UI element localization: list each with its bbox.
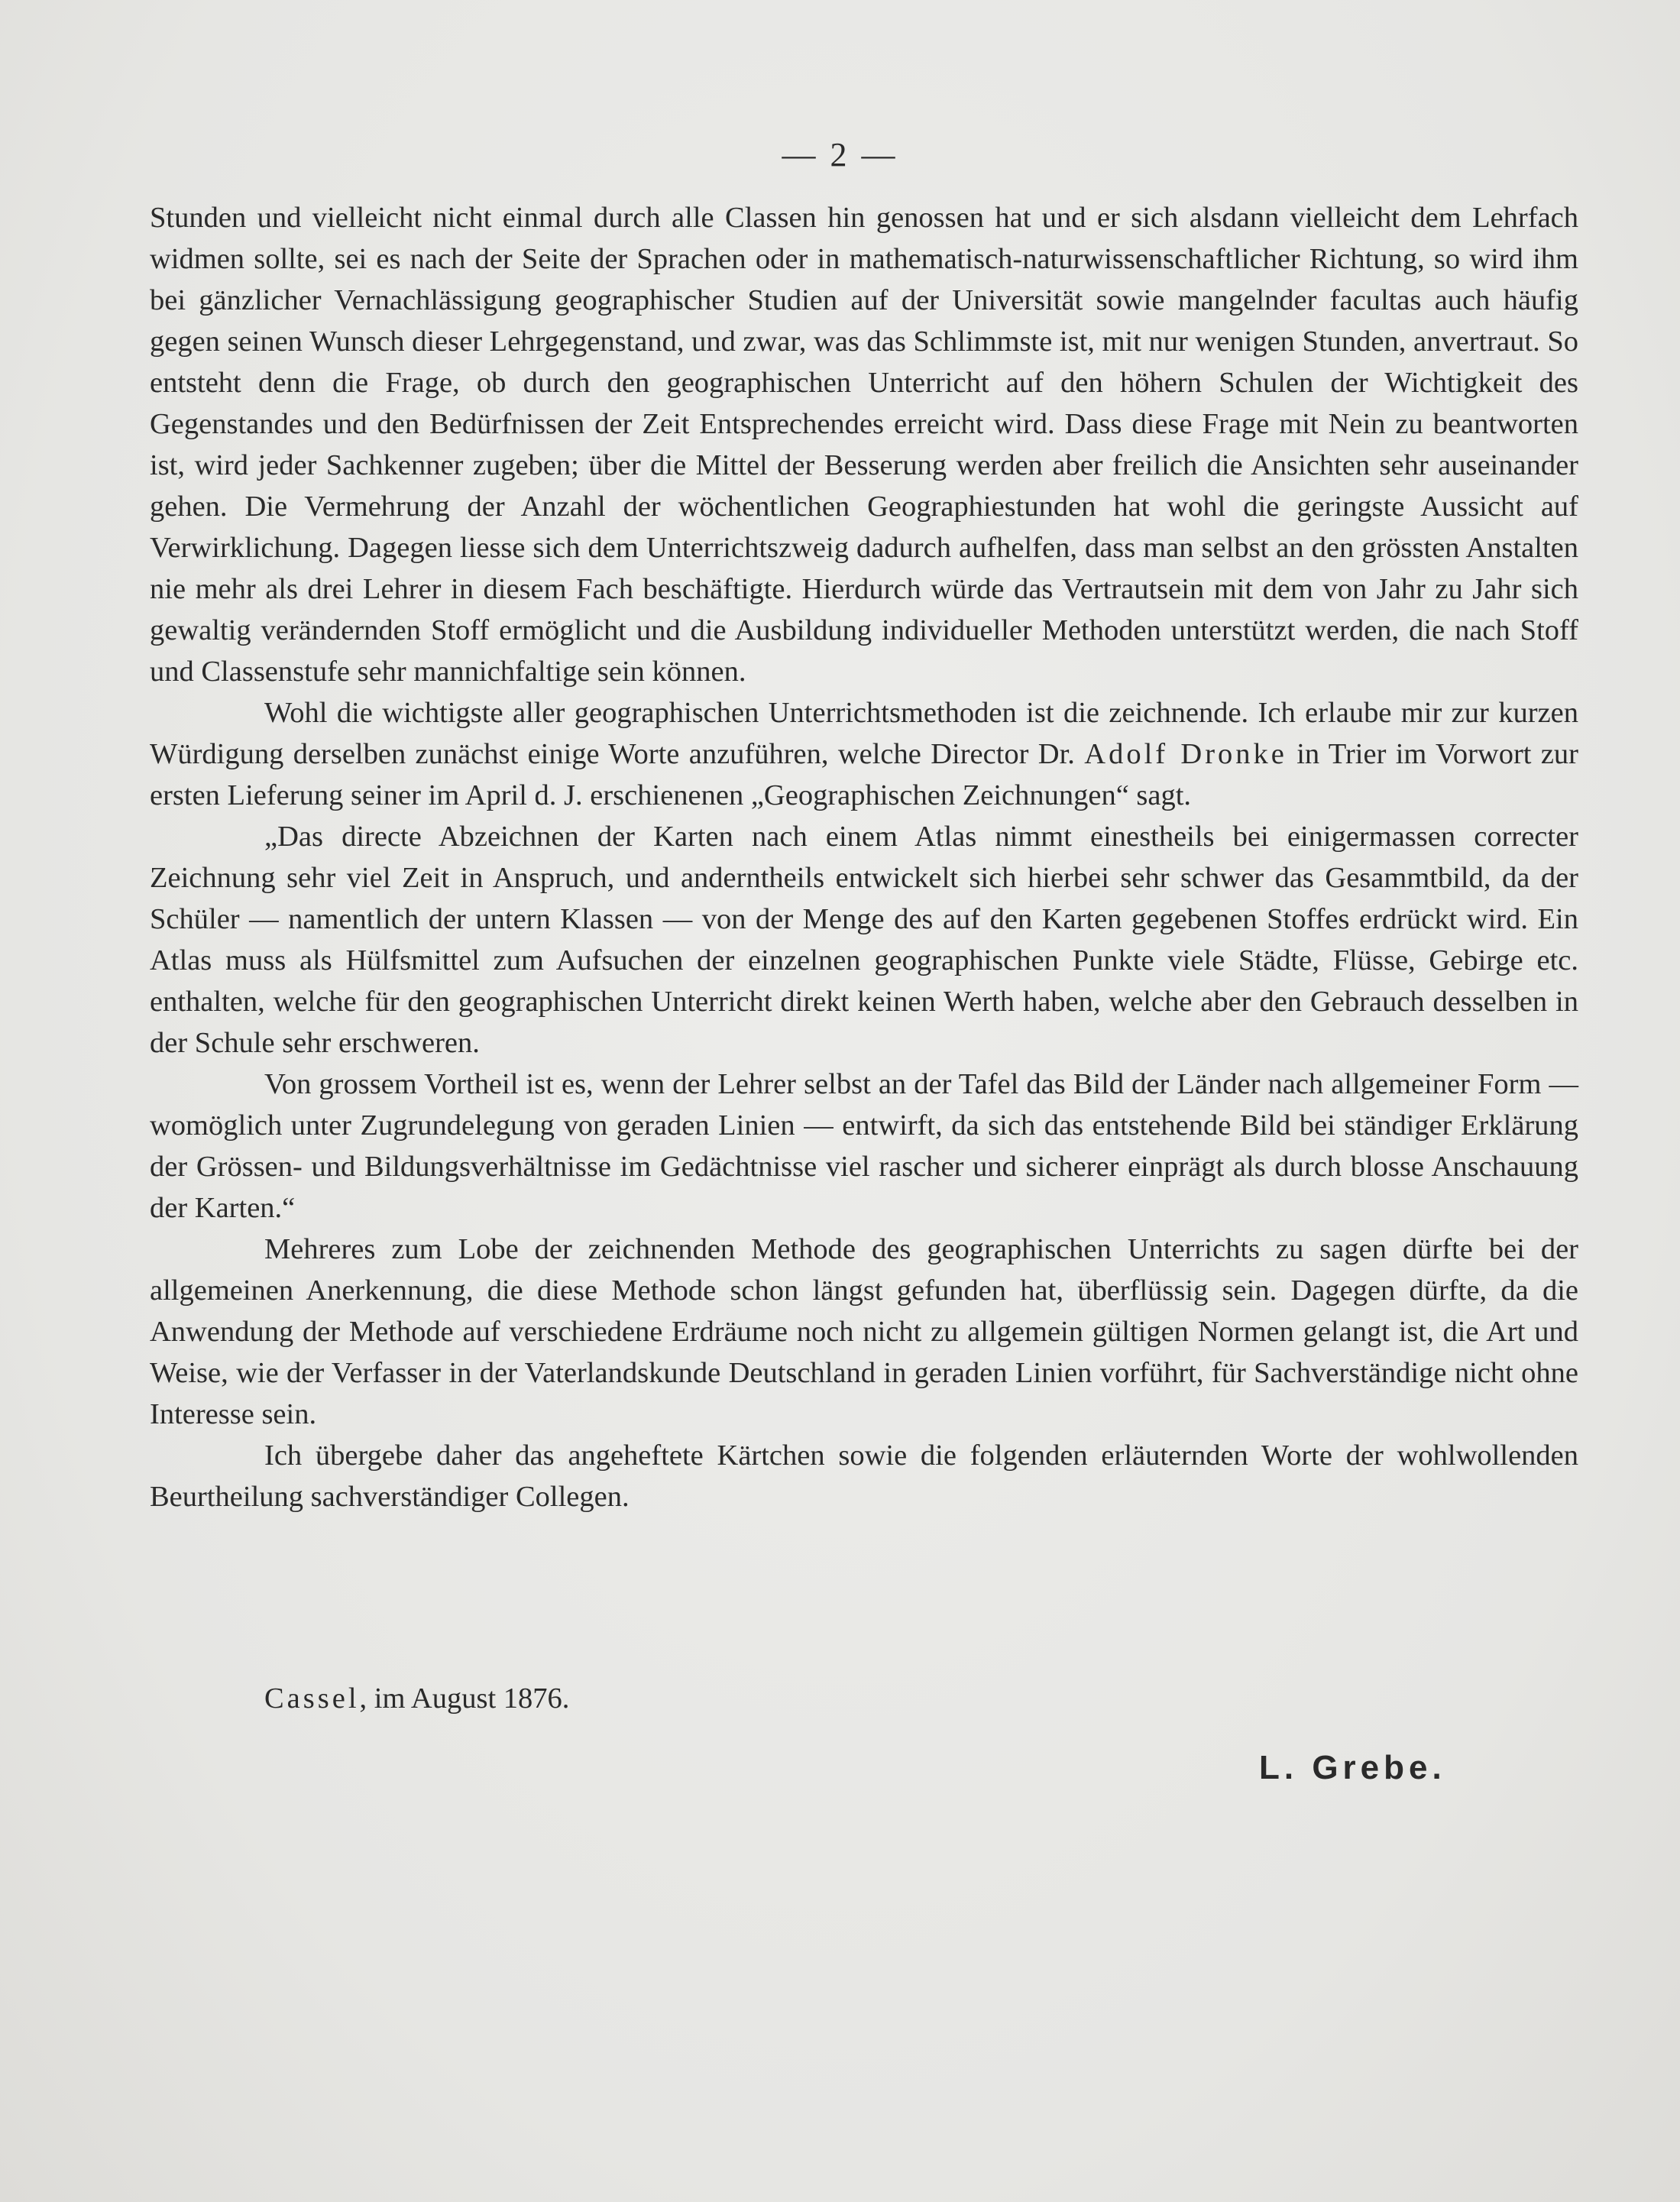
body-text xyxy=(150,197,1578,1517)
signature: L. Grebe. xyxy=(1259,1749,1446,1786)
paragraph-2-text-start: Wohl die wichtigste aller geographischen Unterrichtsmethoden ist die zeichnende. Ich erlaube mir zur kurzen Würdigung derselben zunächst einige Worte anzuführen, welche Director Dr. xyxy=(150,697,1578,770)
paragraph-6: Ich übergebe daher das angeheftete Kärtchen sowie die folgenden erläuternden Worte der wohlwollenden Beurtheilung sachverständiger Collegen. xyxy=(150,1439,1578,1513)
paragraph-2-text-end: in Trier im Vorwort zur ersten Lieferung seiner im April d. J. erschienenen „Geographischen Zeichnungen“ sagt. xyxy=(150,738,1578,811)
quote-paragraph-2: Von grossem Vortheil ist es, wenn der Lehrer selbst an der Tafel das Bild der Länder nach allgemeiner Form — womöglich unter Zugrundelegung von geraden Linien — entwirft, da sich das entstehende Bild bei ständiger Erklärung der Grössen- und Bildungsverhältnisse im Gedächtnisse viel rascher und sicherer einprägt als durch blosse Anschauung der Karten.“ xyxy=(150,1068,1578,1224)
place: Cassel xyxy=(264,1682,360,1715)
place-and-date xyxy=(264,1678,569,1719)
date: , im August 1876. xyxy=(359,1682,570,1715)
paragraph-1: Stunden und vielleicht nicht einmal durch alle Classen hin genossen hat und er sich alsdann vielleicht dem Lehrfach widmen sollte, sei es nach der Seite der Sprachen oder in mathematisch-naturwissenschaftlicher Richtung, so wird ihm bei gänzlicher Vernachlässigung geographischer Studien auf der Universität sowie mangelnder facultas auch häufig gegen seinen Wunsch dieser Lehrgegenstand, und zwar, was das Schlimmste ist, mit nur wenigen Stunden, anvertraut. So entsteht denn die Frage, ob durch den geographischen Unterricht auf den höhern Schulen der Wichtigkeit des Gegenstandes und den Bedürfnissen der Zeit Entsprechendes erreicht wird. Dass diese Frage mit Nein zu beantworten ist, wird jeder Sachkenner zugeben; über die Mittel der Besserung werden aber freilich die Ansichten sehr auseinander gehen. Die Vermehrung der Anzahl der wöchentlichen Geographiestunden hat wohl die geringste Aussicht auf Verwirklichung. Dagegen liesse sich dem Unterrichtszweig dadurch aufhelfen, dass man selbst an den grössten Anstalten nie mehr als drei Lehrer in diesem Fach beschäftigte. Hierdurch würde das Vertrautsein mit dem von Jahr zu Jahr sich gewaltig verändernden Stoff ermöglicht und die Ausbildung individueller Methoden unterstützt werden, die nach Stoff und Classenstufe sehr mannichfaltige sein können. xyxy=(150,202,1578,688)
paragraph-5: Mehreres zum Lobe der zeichnenden Methode des geographischen Unterrichts zu sagen dürfte bei der allgemeinen Anerkennung, die diese Methode schon längst gefunden hat, überflüssig sein. Dagegen dürfte, da die Anwendung der Methode auf verschiedene Erdräume noch nicht zu allgemein gültigen Normen gelangt ist, die Art und Weise, wie der Verfasser in der Vaterlandskunde Deutschland in geraden Linien vorführt, für Sachverständige nicht ohne Interesse sein. xyxy=(150,1233,1578,1430)
quote-paragraph-1: „Das directe Abzeichnen der Karten nach einem Atlas nimmt einestheils bei einigermassen correcter Zeichnung sehr viel Zeit in Anspruch, und anderntheils entwickelt sich hierbei sehr schwer das Gesammtbild, da der Schüler — namentlich der untern Klassen — von der Menge des auf den Karten gegebenen Stoffes erdrückt wird. Ein Atlas muss als Hülfsmittel zum Aufsuchen der einzelnen geographischen Punkte viele Städte, Flüsse, Gebirge etc. enthalten, welche für den geographischen Unterricht direkt keinen Werth haben, welche aber den Gebrauch desselben in der Schule sehr erschweren. xyxy=(150,821,1578,1059)
author-name-dronke: Adolf Dronke xyxy=(1084,738,1287,770)
page-number: — 2 — xyxy=(782,136,898,173)
paragraph-2 xyxy=(150,692,1578,816)
